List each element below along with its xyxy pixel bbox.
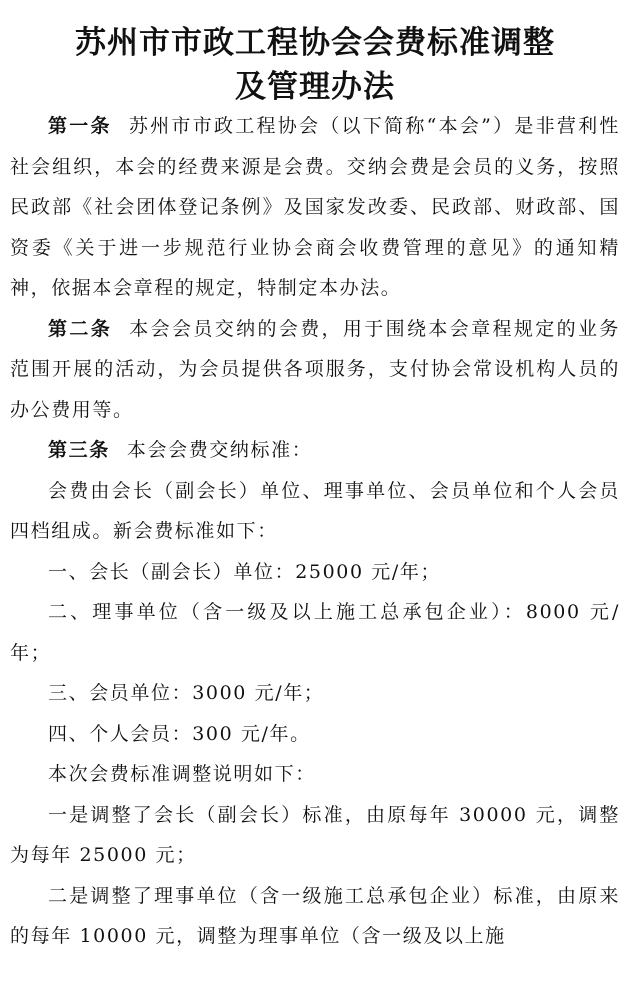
fee-item-member-unit: 三、会员单位：3000 元/年； bbox=[48, 682, 325, 704]
article-3-paragraph bbox=[10, 430, 620, 471]
document-title-line-1: 苏州市市政工程协会会费标准调整 bbox=[75, 25, 555, 61]
article-2-paragraph bbox=[10, 309, 620, 431]
document-title bbox=[0, 0, 630, 109]
adjustment-item-2: 二是调整了理事单位（含一级施工总承包企业）标准，由原来的每年 10000 元，调整为理事单位（含一级及以上施 bbox=[10, 884, 620, 947]
article-1-paragraph bbox=[10, 106, 620, 309]
fee-item-president: 一、会长（副会长）单位：25000 元/年； bbox=[48, 560, 442, 583]
article-3-label: 第三条 bbox=[48, 439, 110, 461]
document-body bbox=[10, 106, 620, 957]
article-2-label: 第二条 bbox=[48, 317, 113, 340]
document-title-line-2: 及管理办法 bbox=[235, 69, 395, 105]
fee-item-council: 二、理事单位（含一级及以上施工总承包企业）：8000 元/年； bbox=[10, 601, 620, 664]
article-1-text: 苏州市市政工程协会（以下简称“本会”）是非营利性社会组织，本会的经费来源是会费。交纳会费是会员的义务，按照民政部《社会团体登记条例》及国家发改委、民政部、财政部、国资委《关于进一步规范行业协会商会收费管理的意见》的通知精神，依据本会章程的规定，特制定本办法。 bbox=[10, 115, 620, 299]
adjustment-intro: 本次会费标准调整说明如下： bbox=[48, 763, 316, 785]
article-2-text: 本会会员交纳的会费，用于围绕本会章程规定的业务范围开展的活动，为会员提供各项服务，支付协会常设机构人员的办公费用等。 bbox=[10, 317, 620, 421]
article-1-label: 第一条 bbox=[48, 115, 112, 137]
fee-structure-intro: 会费由会长（副会长）单位、理事单位、会员单位和个人会员四档组成。新会费标准如下： bbox=[10, 479, 620, 542]
article-3-text: 本会会费交纳标准： bbox=[126, 439, 313, 461]
adjustment-item-1: 一是调整了会长（副会长）标准，由原每年 30000 元，调整为每年 25000 元； bbox=[10, 803, 620, 866]
fee-item-individual: 四、个人会员：300 元/年。 bbox=[48, 722, 311, 745]
